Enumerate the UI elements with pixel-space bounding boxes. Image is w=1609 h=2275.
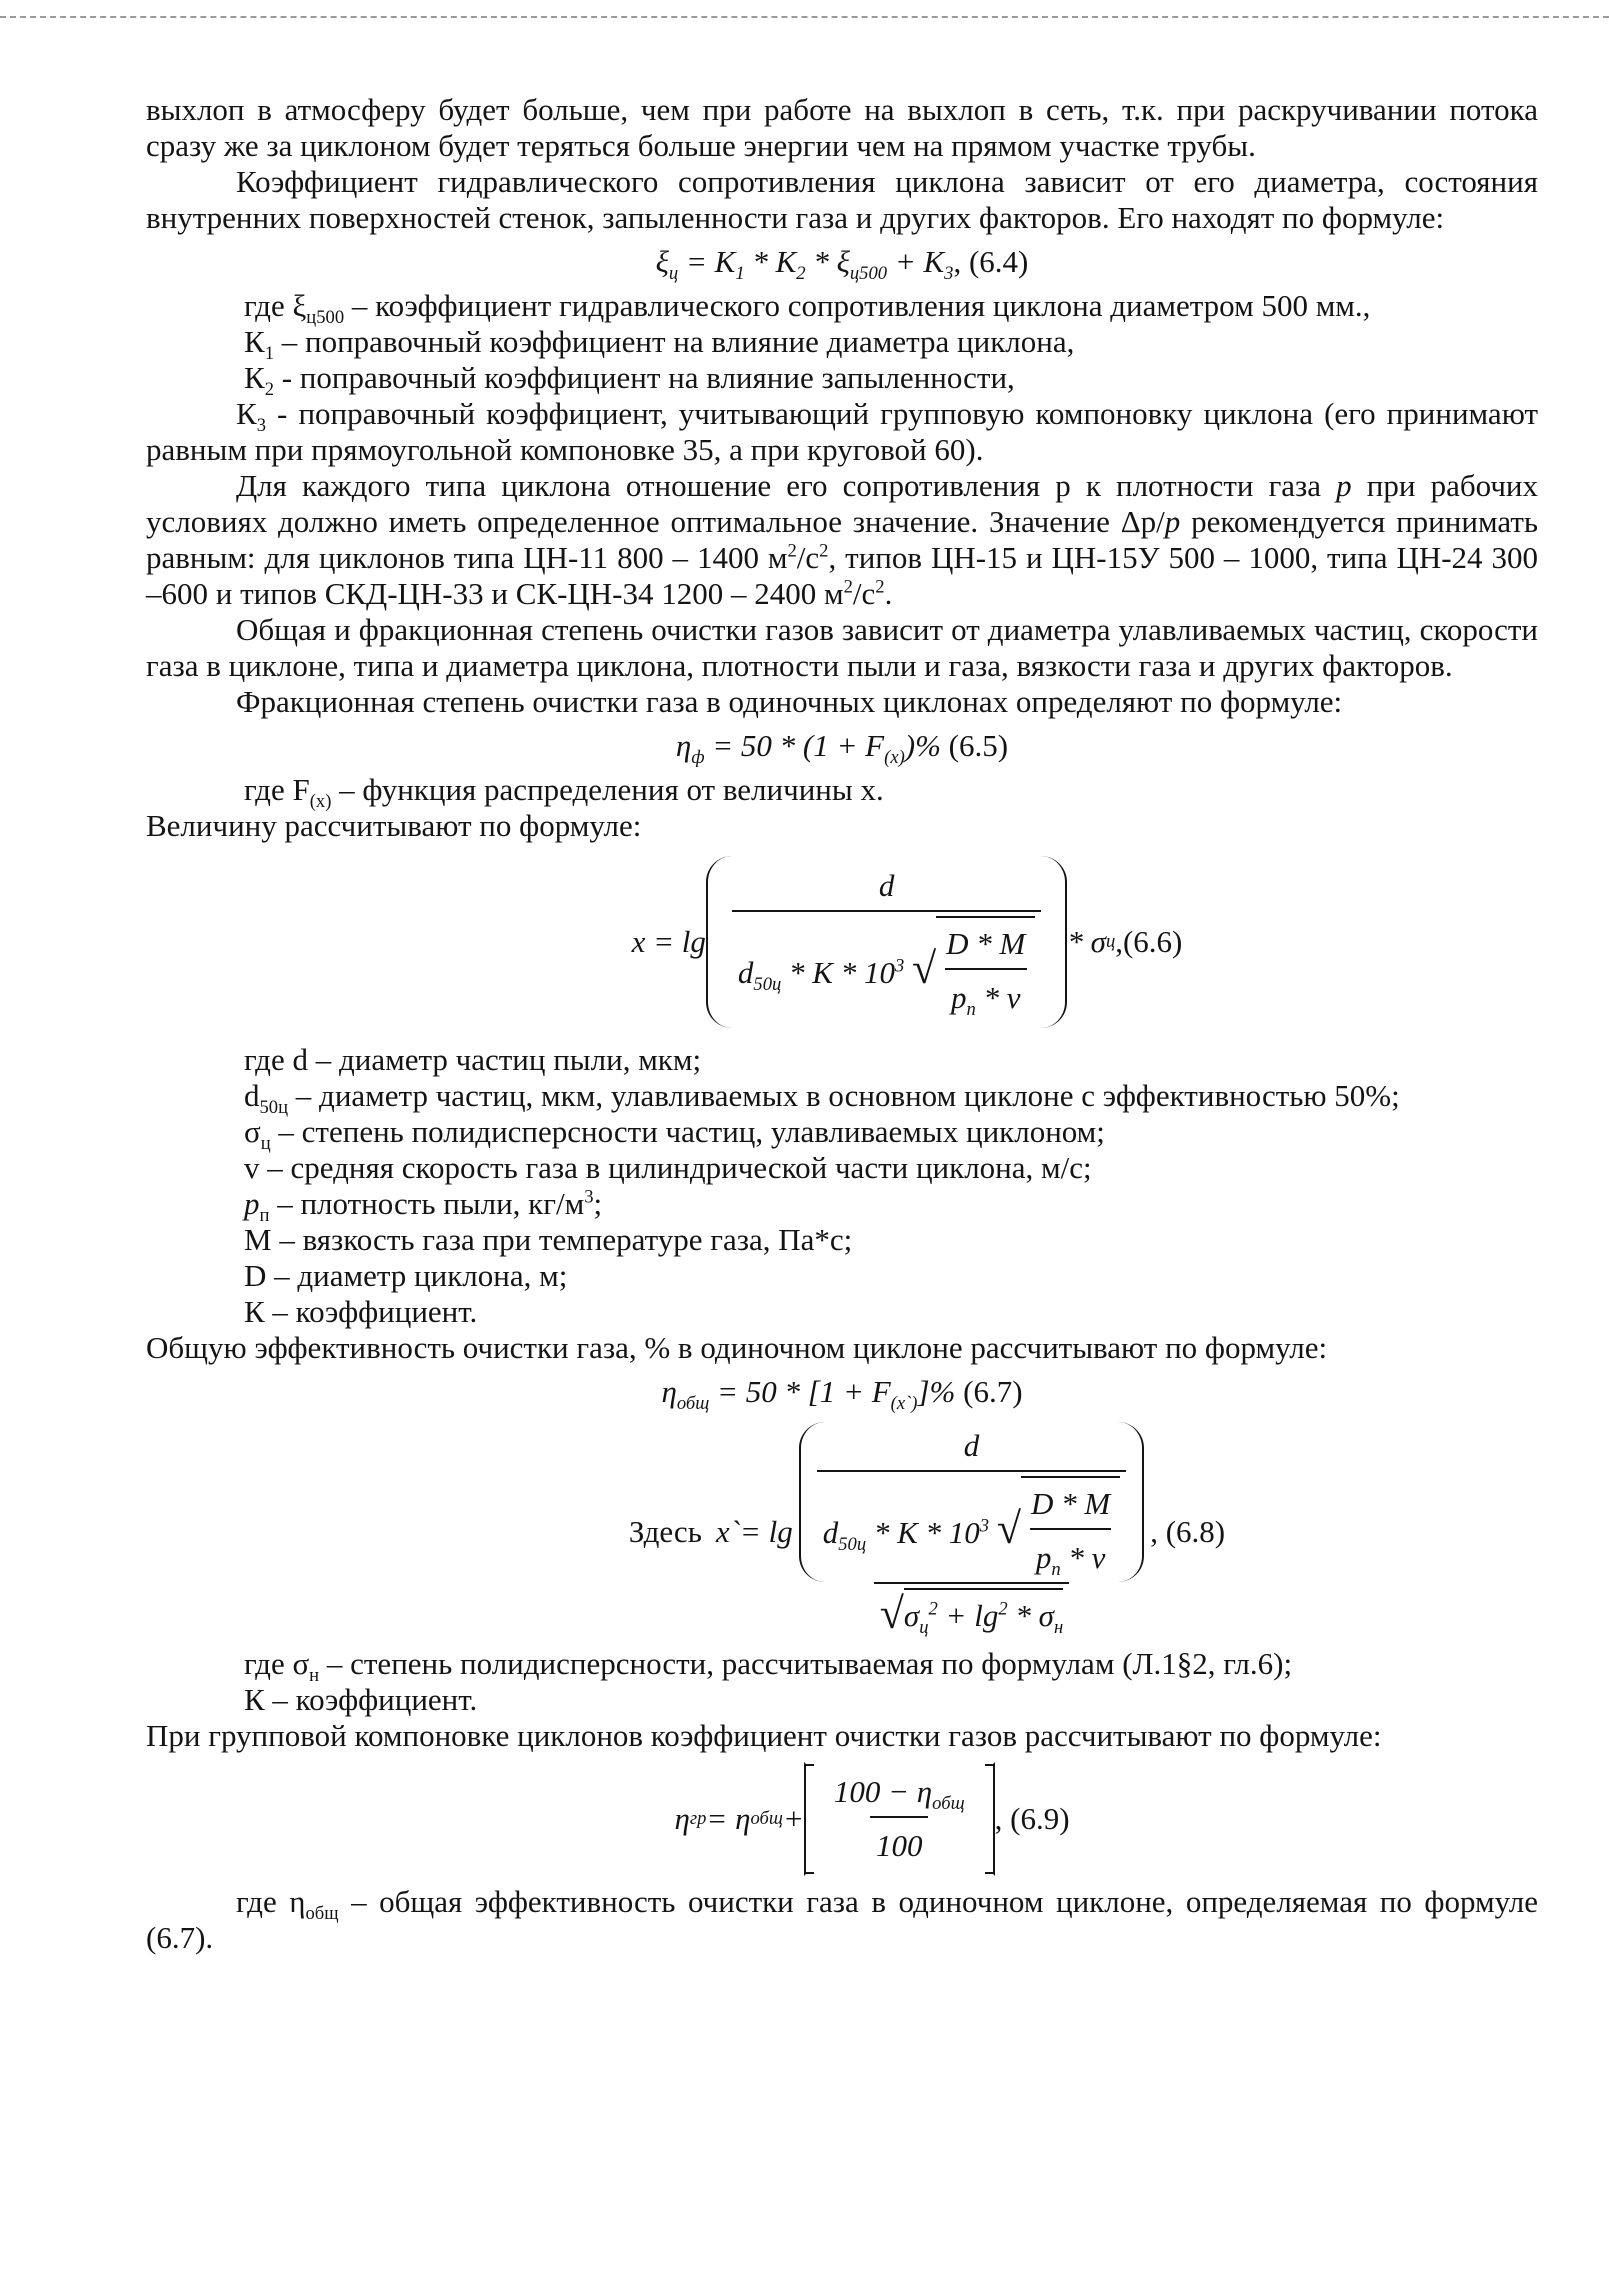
paragraph-exhaust: выхлоп в атмосферу будет больше, чем при работе на выхлоп в сеть, т.к. при раскручивании потока сразу же за циклоном будет теряться больше энергии чем на прямом участке трубы. xyxy=(146,92,1538,163)
paragraph-group: При групповой компоновке циклонов коэффициент очистки газов рассчитывают по формуле: xyxy=(146,1718,1382,1753)
formula-6-8-root: √ $\frac{D * M}{p_п * v}$ xyxy=(997,1476,1120,1582)
paragraph-efficiency: Общая и фракционная степень очистки газов зависит от диаметра улавливаемых частиц, скорости газа в циклоне, типа и диаметра циклона, плотности пыли и газа, вязкости газа и других факторов. xyxy=(146,612,1538,683)
formula-6-6: x = lg d $d_{50ц}$ * K * $10^3$ √ $\frac{D * M}{p_п * v}$ * σ ц ,(6.6) xyxy=(276,856,1538,1028)
where-k-coef: К – коэффициент. xyxy=(244,1682,478,1717)
paragraph-value: Величину рассчитывают по формуле: xyxy=(146,808,642,843)
paragraph-fractional: Фракционная степень очистки газа в одиночных циклонах определяют по формуле: xyxy=(236,684,1343,719)
def-k: К – коэффициент. xyxy=(244,1294,478,1329)
def-d50: $d_{50ц}$ – диаметр частиц, мкм, улавливаемых в основном циклоне с эффективностью 50%; xyxy=(244,1078,1400,1119)
formula-6-7: $\eta_{общ} = 50 * [1 + F_{(x`)}]\%$ (6.7) xyxy=(661,1374,1023,1415)
paragraph-overall: Общую эффективность очистки газа, % в одиночном циклоне рассчитывают по формуле: xyxy=(146,1330,1328,1365)
def-d: где d – диаметр частиц пыли, мкм; xyxy=(244,1042,702,1077)
where-k2: $К_2$ - поправочный коэффициент на влияние запыленности, xyxy=(244,360,1015,401)
formula-6-6-root: √ $\frac{D * M}{p_п * v}$ xyxy=(912,916,1035,1022)
where-xi: где $\xi_{ц500}$ – коэффициент гидравлического сопротивления циклона диаметром 500 мм., xyxy=(244,288,1371,329)
def-sigma: $\sigma_ц$ – степень полидисперсности частиц, улавливаемых циклоном; xyxy=(244,1114,1105,1155)
formula-6-8: Здесь x`= lg d $d_{50ц}$ * K * $10^3$ √ $\frac{D * M}{p_п * v}$ √ $\sigma_ц^2 + \lg^2 * \sigma_н$ , (6.8) xyxy=(316,1422,1538,1642)
paragraph-ratio: Для каждого типа циклона отношение его сопротивления р к плотности газа р при рабочих условиях должно иметь определенное оптимальное значение. Значение Δр/р рекомендуется принимать равным: для циклонов типа ЦН-11 800 – 1400 $м^2/с^2$, типов ЦН-15 и ЦН-15У 500 – 1000, типа ЦН-24 300 –600 и типов СКД-ЦН-33 и СК-ЦН-34 1200 – 2400 $м^2/с^2$. xyxy=(146,468,1538,611)
document-page xyxy=(146,92,1538,1956)
where-fx: где $F_{(x)}$ – функция распределения от величины x. xyxy=(244,772,884,813)
scan-top-border xyxy=(0,16,1609,18)
def-diameter: D – диаметр циклона, м; xyxy=(244,1258,568,1293)
where-k1: $К_1$ – поправочный коэффициент на влияние диаметра циклона, xyxy=(244,324,1075,365)
formula-6-9-bracket: $\frac{100 - \eta_{общ}}{100}$ xyxy=(804,1762,995,1876)
formula-6-6-parenthesis xyxy=(706,856,1068,1028)
formula-6-4: $\xi_ц = K_1 * K_2 * \xi_{ц500} + K_3$, (6.4) xyxy=(655,244,1029,285)
def-m: М – вязкость газа при температуре газа, Па*с; xyxy=(244,1222,853,1257)
def-v: v – средняя скорость газа в цилиндрической части циклона, м/с; xyxy=(244,1150,1092,1185)
def-rho: $р_п$ – плотность пыли, $кг/м^3$; xyxy=(244,1186,603,1227)
formula-6-8-fraction: d $d_{50ц}$ * K * $10^3$ √ $\frac{D * M}{p_п * v}$ √ $\sigma_ц^2 + \lg^2 * \sigma_н$ xyxy=(799,1422,1145,1642)
where-sigma-n: где $\sigma_н$ – степень полидисперсности, рассчитываемая по формулам (Л.1§2, гл.6); xyxy=(244,1646,1293,1687)
formula-6-9: η гр = η общ + $\frac{100 - \eta_{общ}}{100}$ , (6.9) xyxy=(206,1762,1538,1876)
paragraph-resistance: Коэффициент гидравлического сопротивления циклона зависит от его диаметра, состояния внутренних поверхностей стенок, запыленности газа и других факторов. Его находят по формуле: xyxy=(146,164,1538,235)
formula-6-5: $\eta_ф = 50 * (1 + F_{(x)})\%$ (6.5) xyxy=(675,728,1009,769)
paragraph-final: где $\eta_{общ}$ – общая эффективность очистки газа в одиночном циклоне, определяемая по формуле (6.7). xyxy=(146,1884,1538,1955)
formula-6-6-fraction: d $d_{50ц}$ * K * $10^3$ √ $\frac{D * M}{p_п * v}$ xyxy=(732,862,1042,1022)
where-k3: $К_3$ - поправочный коэффициент, учитывающий групповую компоновку циклона (его принимают равным при прямоугольной компоновке 35, а при круговой 60). xyxy=(146,396,1538,467)
